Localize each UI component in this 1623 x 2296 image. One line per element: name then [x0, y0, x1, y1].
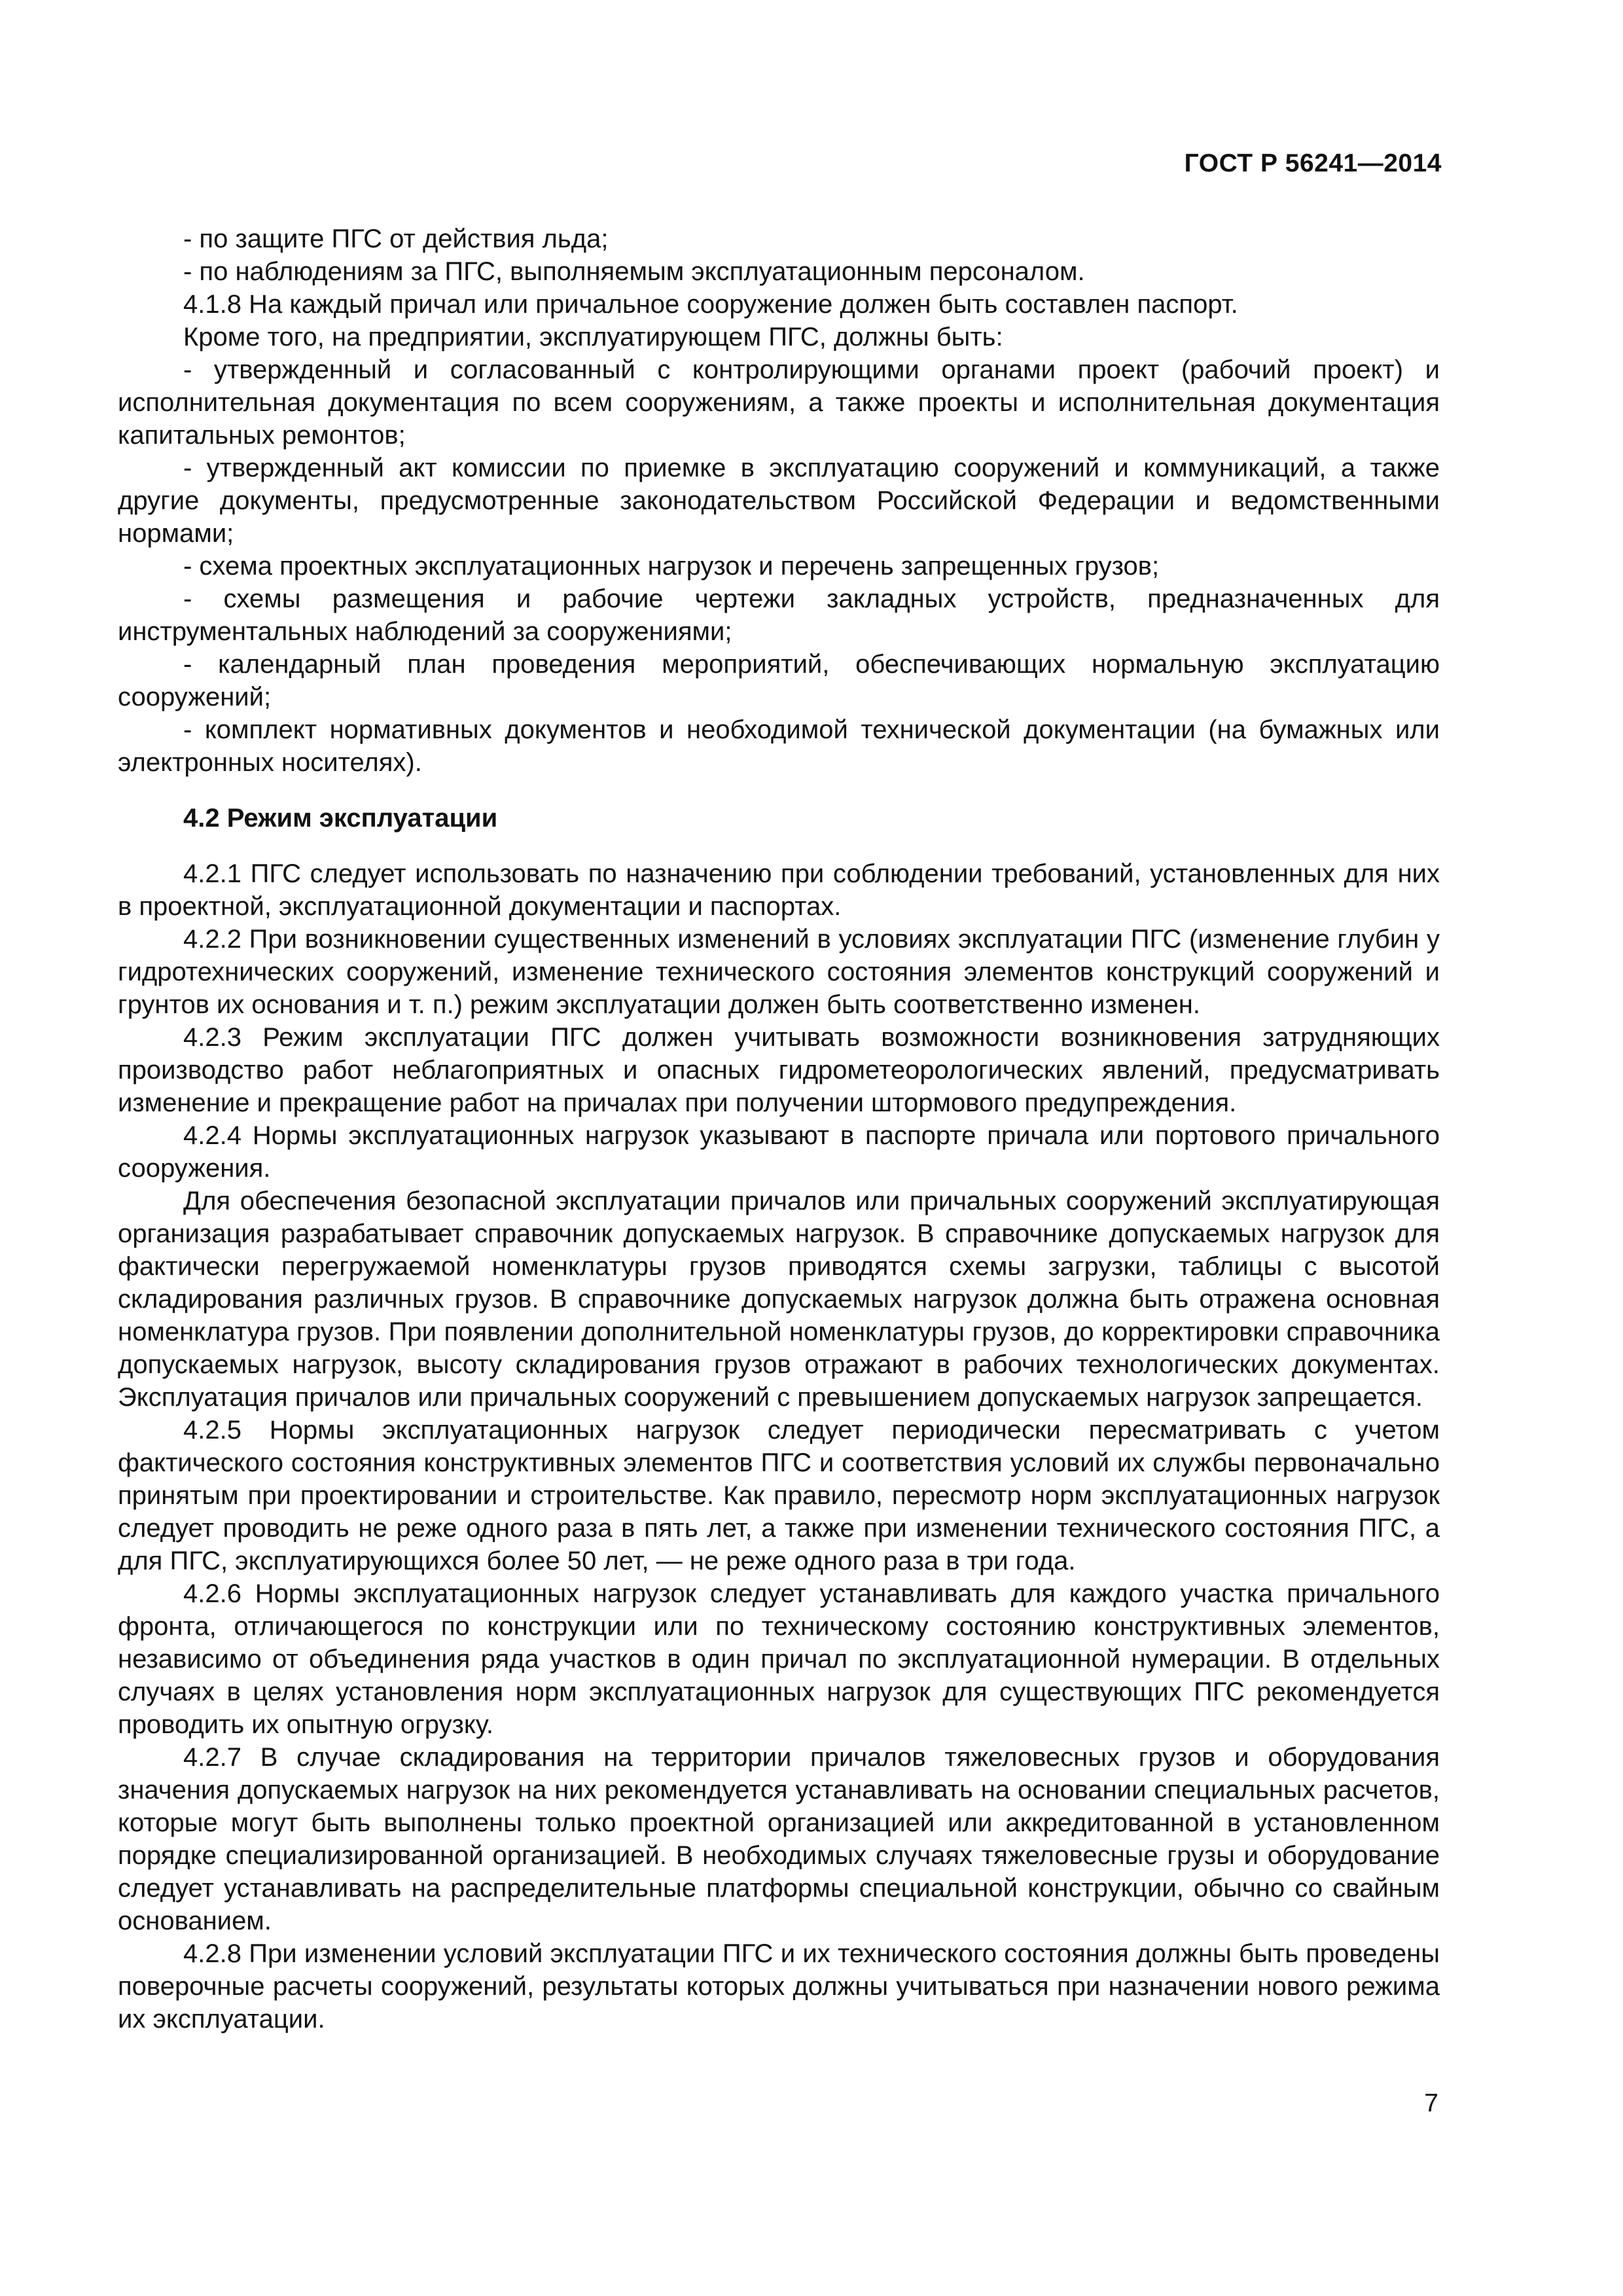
paragraph: Для обеспечения безопасной эксплуатации причалов или причальных сооружений эксплуатирующая организация разрабатывает справочник допускаемых нагрузок. В справочнике допускаемых нагрузок для фактически перегружаемой номенклатуры грузов приводятся схемы загрузки, таблицы с высотой складирования различных грузов. В справочнике допускаемых нагрузок должна быть отражена основная номенклатура грузов. При появлении дополнительной номенклатуры грузов, до корректировки справочника допускаемых нагрузок, высоту складирования грузов отражают в рабочих технологических документах. Эксплуатация причалов или причальных сооружений с превышением допускаемых нагрузок запрещается.	[118, 1187, 1440, 1412]
paragraph: - по защите ПГС от действия льда;	[183, 224, 609, 253]
paragraph: - схемы размещения и рабочие чертежи закладных устройств, предназначенных для инструментальных наблюдений за сооружениями;	[118, 584, 1440, 646]
paragraph: 4.2.4 Нормы эксплуатационных нагрузок указывают в паспорте причала или портового причального сооружения.	[118, 1121, 1440, 1183]
paragraph: 4.2.8 При изменении условий эксплуатации ПГС и их технического состояния должны быть проведены поверочные расчеты сооружений, результаты которых должны учитываться при назначении нового режима их эксплуатации.	[118, 1939, 1440, 2034]
section-heading: 4.2 Режим эксплуатации	[183, 804, 498, 833]
paragraph: 4.2.6 Нормы эксплуатационных нагрузок следует устанавливать для каждого участка причального фронта, отличающегося по конструкции или по техническому состоянию конструктивных элементов, независимо от объединения ряда участков в один причал по эксплуатационной нумерации. В отдельных случаях в целях установления норм эксплуатационных нагрузок для существующих ПГС рекомендуется проводить их опытную огрузку.	[118, 1579, 1440, 1739]
paragraph: - календарный план проведения мероприятий, обеспечивающих нормальную эксплуатацию сооружений;	[118, 650, 1440, 711]
paragraph: - по наблюдениям за ПГС, выполняемым эксплуатационным персоналом.	[183, 257, 1085, 286]
paragraph: 4.2.7 В случае складирования на территории причалов тяжеловесных грузов и оборудования значения допускаемых нагрузок на них рекомендуется устанавливать на основании специальных расчетов, которые могут быть выполнены только проектной организацией или аккредитованной в установленном порядке специализированной организацией. В необходимых случаях тяжеловесные грузы и оборудование следует устанавливать на распределительные платформы специальной конструкции, обычно со свайным основанием.	[118, 1743, 1440, 1935]
paragraph: - комплект нормативных документов и необходимой технической документации (на бумажных или электронных носителях).	[118, 715, 1440, 777]
paragraph: 4.1.8 На каждый причал или причальное сооружение должен быть составлен паспорт.	[183, 290, 1238, 319]
paragraph: 4.2.2 При возникновении существенных изменений в условиях эксплуатации ПГС (изменение глубин у гидротехнических сооружений, изменение технического состояния элементов конструкций сооружений и грунтов их основания и т. п.) режим эксплуатации должен быть соответственно изменен.	[118, 925, 1440, 1019]
paragraph: - утвержденный акт комиссии по приемке в эксплуатацию сооружений и коммуникаций, а также другие документы, предусмотренные законодательством Российской Федерации и ведомственными нормами;	[118, 454, 1440, 548]
document-code: ГОСТ Р 56241—2014	[1184, 149, 1442, 177]
document-body	[118, 223, 1440, 2036]
paragraph: 4.2.1 ПГС следует использовать по назначению при соблюдении требований, установленных для них в проектной, эксплуатационной документации и паспортах.	[118, 859, 1440, 921]
paragraph: - схема проектных эксплуатационных нагрузок и перечень запрещенных грузов;	[183, 552, 1160, 581]
page-number: 7	[1424, 2089, 1438, 2117]
paragraph: Кроме того, на предприятии, эксплуатирующем ПГС, должны быть:	[183, 323, 1003, 351]
paragraph: 4.2.5 Нормы эксплуатационных нагрузок следует периодически пересматривать с учетом фактического состояния конструктивных элементов ПГС и соответствия условий их службы первоначально принятым при проектировании и строительстве. Как правило, пересмотр норм эксплуатационных нагрузок следует проводить не реже одного раза в пять лет, а также при изменении технического состояния ПГС, а для ПГС, эксплуатирующихся более 50 лет, — не реже одного раза в три года.	[118, 1416, 1440, 1575]
paragraph: - утвержденный и согласованный с контролирующими органами проект (рабочий проект) и исполнительная документация по всем сооружениям, а также проекты и исполнительная документация капитальных ремонтов;	[118, 355, 1440, 450]
paragraph: 4.2.3 Режим эксплуатации ПГС должен учитывать возможности возникновения затрудняющих производство работ неблагоприятных и опасных гидрометеорологических явлений, предусматривать изменение и прекращение работ на причалах при получении штормового предупреждения.	[118, 1023, 1440, 1117]
